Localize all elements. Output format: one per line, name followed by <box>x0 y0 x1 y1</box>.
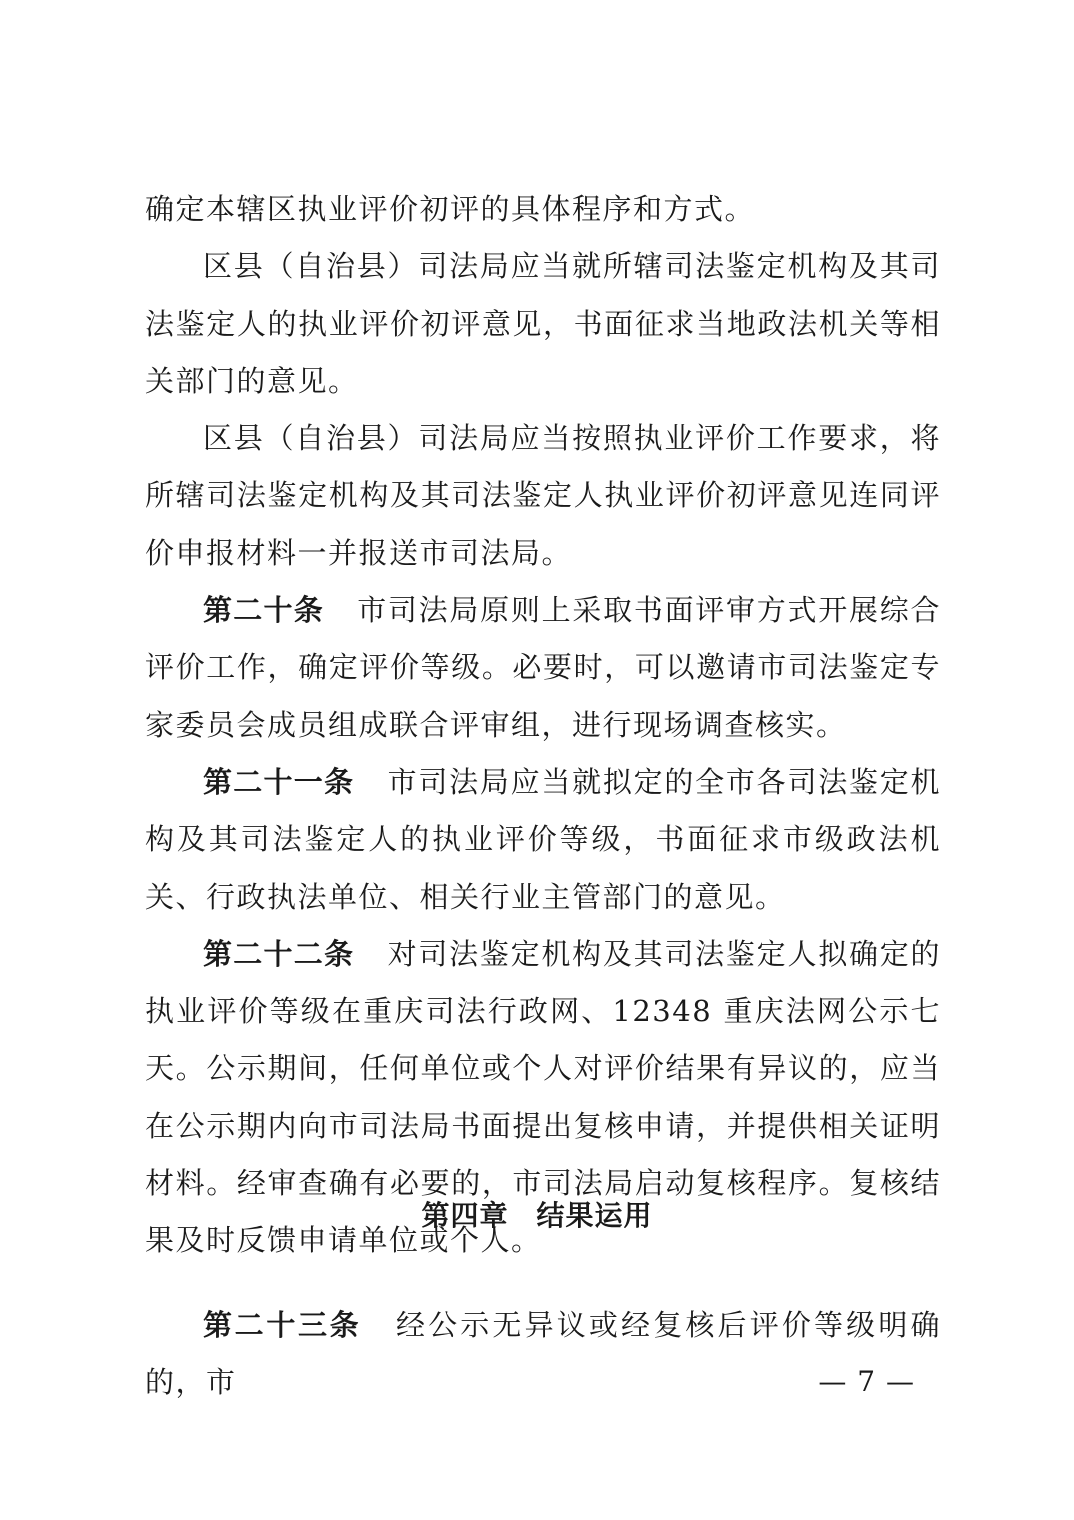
article-heading: 第二十条 <box>203 593 324 628</box>
page-number: — 7 — <box>818 1365 915 1398</box>
article-heading: 第二十三条 <box>203 1308 362 1342</box>
paragraph-text: 区县（自治县）司法局应当按照执业评价工作要求，将所辖司法鉴定机构及其司法鉴定人执业评价初评意见连同评价申报材料一并报送市司法局。 <box>145 421 941 570</box>
paragraph <box>145 410 941 582</box>
article-21 <box>145 754 941 926</box>
article-20 <box>145 582 941 754</box>
paragraph-text: 确定本辖区执业评价初评的具体程序和方式。 <box>145 192 756 226</box>
article-text: 对司法鉴定机构及其司法鉴定人拟确定的执业评价等级在重庆司法行政网、12348 重庆法网公示七天。公示期间，任何单位或个人对评价结果有异议的，应当在公示期内向市司法局书面提出复核申请，并提供相关证明材料。经审查确有必要的，市司法局启动复核程序。复核结果及时反馈申请单位或个人。 <box>145 936 941 1258</box>
article-text: 经公示无异议或经复核后评价等级明确的，市 <box>145 1308 941 1400</box>
chapter-title <box>0 1196 1074 1236</box>
article-text: 市司法局原则上采取书面评审方式开展综合评价工作，确定评价等级。必要时，可以邀请市司法鉴定专家委员会成员组成联合评审组，进行现场调查核实。 <box>145 593 941 742</box>
article-heading: 第二十二条 <box>203 936 355 971</box>
article-text: 市司法局应当就拟定的全市各司法鉴定机构及其司法鉴定人的执业评价等级，书面征求市级政法机关、行政执法单位、相关行业主管部门的意见。 <box>145 764 941 914</box>
paragraph-continuation <box>145 181 941 238</box>
paragraph-text: 区县（自治县）司法局应当就所辖司法鉴定机构及其司法鉴定人的执业评价初评意见，书面征求当地政法机关等相关部门的意见。 <box>145 249 941 398</box>
chapter-name: 结果运用 <box>536 1199 653 1232</box>
paragraph <box>145 238 941 410</box>
body-text <box>145 181 941 1270</box>
article-heading: 第二十一条 <box>203 764 355 799</box>
chapter-number: 第四章 <box>421 1199 509 1232</box>
